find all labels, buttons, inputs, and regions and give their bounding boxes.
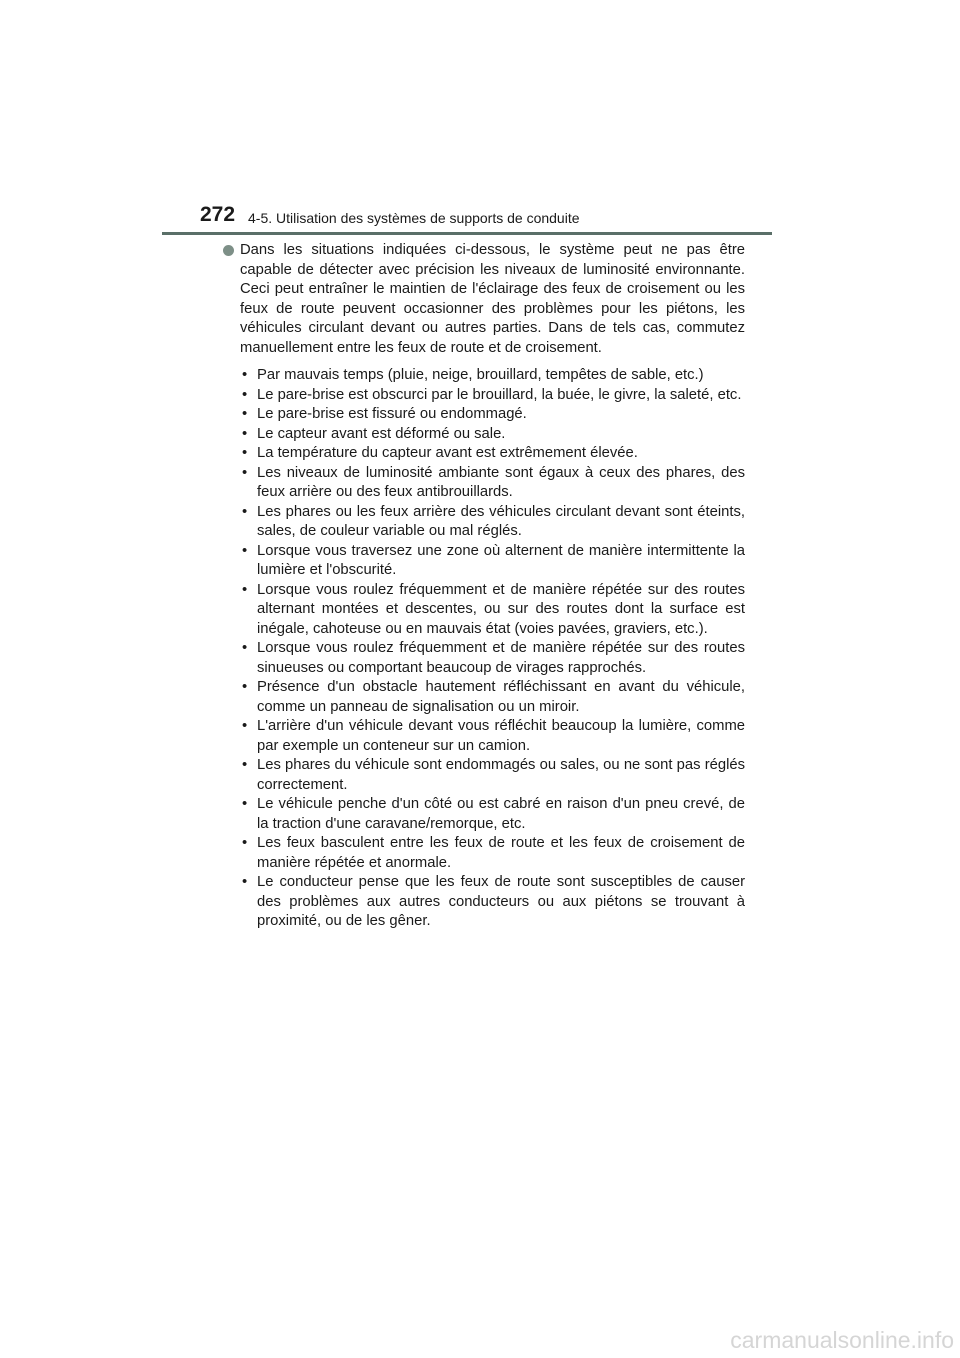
page-number: 272	[200, 203, 236, 226]
list-item	[220, 542, 745, 581]
list-item-text: Les niveaux de luminosité ambiante sont égaux à ceux des phares, des feux arrière ou des feux antibrouillards.	[257, 464, 745, 500]
list-item	[220, 405, 745, 425]
conditions-list	[220, 366, 745, 932]
list-item-text: Le pare-brise est fissuré ou endommagé.	[257, 406, 527, 422]
bullet-dot-icon: •	[242, 796, 248, 812]
list-item	[220, 464, 745, 503]
bullet-dot-icon: •	[242, 718, 248, 734]
list-item	[220, 366, 745, 386]
list-item	[220, 444, 745, 464]
bullet-dot-icon: •	[242, 445, 248, 461]
bullet-dot-icon: •	[242, 425, 248, 442]
bullet-dot-icon: •	[242, 367, 248, 383]
list-item	[220, 756, 745, 795]
intro-text: Dans les situations indiquées ci-dessous, le système peut ne pas être capable de détecter avec précision les niveaux de luminosité environnante. Ceci peut entraîner le maintien de l'éclairage des feux de croisement ou les feux de route peuvent occasionner des problèmes pour les piétons, les véhicules circulant devant ou autres parties. Dans de tels cas, commutez manuellement entre les feux de route et de croisement.	[240, 242, 745, 356]
list-item	[220, 581, 745, 640]
list-item	[220, 795, 745, 834]
list-item	[220, 639, 745, 678]
list-item-text: Lorsque vous traversez une zone où alternent de manière intermittente la lumière et l'obscurité.	[257, 542, 745, 578]
list-item-text: Le véhicule penche d'un côté ou est cabré en raison d'un pneu crevé, de la traction d'une caravane/remorque, etc.	[257, 796, 745, 832]
page-header	[200, 204, 772, 234]
list-item	[220, 503, 745, 542]
list-item-text: Les phares ou les feux arrière des véhicules circulant devant sont éteints, sales, de couleur variable ou mal réglés.	[257, 503, 745, 539]
bullet-dot-icon: •	[242, 406, 248, 422]
bullet-dot-icon: •	[242, 757, 248, 773]
list-item-text: Les phares du véhicule sont endommagés ou sales, ou ne sont pas réglés correctement.	[257, 757, 745, 793]
list-item	[220, 425, 745, 445]
list-item-text: L'arrière d'un véhicule devant vous réfléchit beaucoup la lumière, comme par exemple un conteneur sur un camion.	[257, 718, 745, 754]
list-item	[220, 834, 745, 873]
list-item-text: Les feux basculent entre les feux de route et les feux de croisement de manière répétée et anormale.	[257, 835, 745, 871]
list-item-text: La température du capteur avant est extrêmement élevée.	[257, 445, 638, 461]
bullet-dot-icon: •	[242, 835, 248, 851]
list-item-text: Par mauvais temps (pluie, neige, brouillard, tempêtes de sable, etc.)	[257, 367, 704, 383]
list-item-text: Le capteur avant est déformé ou sale.	[257, 425, 506, 442]
list-item-text: Le conducteur pense que les feux de route sont susceptibles de causer des problèmes aux autres conducteurs ou aux piétons se trouvant à proximité, ou de les gêner.	[257, 874, 745, 929]
list-item	[220, 678, 745, 717]
list-item-text: Le pare-brise est obscurci par le brouillard, la buée, le givre, la saleté, etc.	[257, 386, 742, 403]
list-item-text: Présence d'un obstacle hautement réfléchissant en avant du véhicule, comme un panneau de signalisation ou un miroir.	[257, 679, 745, 715]
intro-paragraph	[220, 241, 745, 358]
bullet-dot-icon: •	[242, 679, 248, 695]
list-item	[220, 386, 745, 406]
bullet-dot-icon: •	[242, 640, 248, 656]
bullet-dot-icon: •	[242, 581, 248, 598]
bullet-dot-icon: •	[242, 874, 248, 890]
watermark: carmanualsonline.info	[730, 1327, 954, 1353]
list-item-text: Lorsque vous roulez fréquemment et de manière répétée sur des routes alternant montées et descentes, ou sur des routes dont la surface est inégale, cahoteuse ou en mauvais état (voies pavées, graviers, etc.).	[257, 581, 745, 637]
bullet-dot-icon: •	[242, 464, 248, 481]
main-content	[220, 241, 745, 932]
header-divider	[162, 232, 772, 235]
list-item	[220, 873, 745, 932]
list-item-text: Lorsque vous roulez fréquemment et de manière répétée sur des routes sinueuses ou comportant beaucoup de virages rapprochés.	[257, 640, 745, 676]
list-item	[220, 717, 745, 756]
bullet-dot-icon: •	[242, 386, 248, 403]
section-title: 4-5. Utilisation des systèmes de supports de conduite	[248, 210, 580, 226]
bullet-dot-icon: •	[242, 542, 248, 559]
circle-bullet-icon	[223, 245, 234, 256]
bullet-dot-icon: •	[242, 503, 248, 520]
